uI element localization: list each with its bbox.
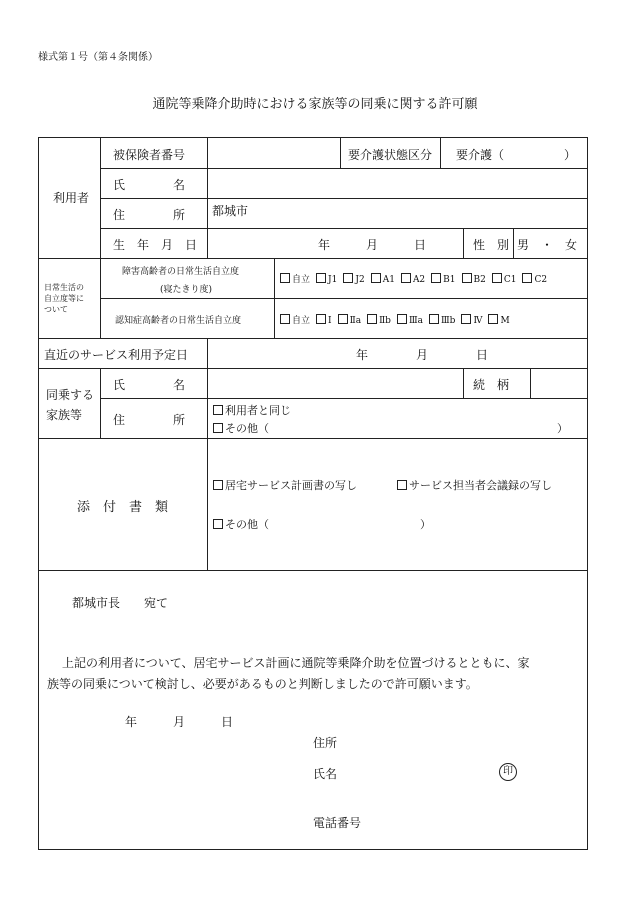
rule [100,168,588,169]
rule [513,228,514,258]
relation-label: 続 柄 [473,378,510,392]
rule [100,398,588,399]
dementia_levels-option-label: Ⅱa [349,316,362,326]
form-code: 様式第１号（第４条関係） [38,52,158,63]
sex-choice[interactable]: 男 ・ 女 [517,238,578,252]
same-as-user-text: 利用者と同じ [225,404,291,417]
rule [38,368,588,369]
checkbox[interactable] [213,480,223,490]
attachment-plan-option[interactable] [213,477,357,493]
rule [100,198,588,199]
recent-service-date[interactable]: 年 月 日 [356,348,489,362]
same-as-user-option[interactable] [213,402,291,418]
daily-life-label-1: 日常生活の [44,283,84,292]
signature-phone-label: 電話番号 [313,816,362,830]
rule [207,368,208,438]
disability_levels-option-label: A1 [382,275,395,285]
dementia_levels-option[interactable] [367,314,391,326]
rule [530,368,531,398]
family-address-label: 住 所 [113,413,186,427]
other-address-option[interactable] [213,420,269,436]
rule [100,228,588,229]
checkbox[interactable] [397,480,407,490]
family-label-2: 家族等 [46,408,83,422]
dementia-level-label: 認知症高齢者の日常生活自立度 [115,316,242,326]
rule [463,228,464,258]
disability_levels-option-label: 自立 [292,275,311,285]
attachment-other-text: その他（ [225,518,269,531]
checkbox[interactable] [213,405,223,415]
dementia_levels-option-label: Ⅰ [328,316,332,326]
disability_levels-option[interactable] [401,273,425,285]
family-label-1: 同乗する [46,388,95,402]
family-name-label: 氏 名 [113,378,186,392]
checkbox[interactable] [280,273,290,283]
disability_levels-option[interactable] [343,273,364,285]
care-level-class-label: 要介護状態区分 [348,148,433,162]
attachment-other-close: ） [420,518,431,531]
dementia_levels-option-label: Ⅲb [441,316,456,326]
page-title: 通院等乗降介助時における家族等の同乗に関する許可願 [152,97,478,112]
dementia_levels-option[interactable] [461,314,482,326]
rule [100,258,101,338]
checkbox[interactable] [431,273,441,283]
checkbox[interactable] [338,314,348,324]
disability_levels-option-label: C2 [534,275,548,285]
checkbox[interactable] [367,314,377,324]
disability_levels-option-label: A2 [412,275,426,285]
dementia_levels-option-label: 自立 [292,316,311,326]
user-label: 利用者 [53,191,90,205]
rule [440,137,441,168]
checkbox[interactable] [401,273,411,283]
disability_levels-option[interactable] [522,273,547,285]
disability_levels-option[interactable] [371,273,395,285]
dementia_levels-option[interactable] [429,314,455,326]
seal-icon: 印 [499,763,517,781]
dementia-level-options [280,313,516,326]
dementia_levels-option-label: Ⅳ [473,316,483,326]
dementia_levels-option[interactable] [488,314,509,326]
dementia_levels-option[interactable] [397,314,423,326]
checkbox[interactable] [213,423,223,433]
other-address-text: その他（ [225,422,269,435]
rule [340,137,341,168]
checkbox[interactable] [213,519,223,529]
user-address-label: 住 所 [113,208,186,222]
checkbox[interactable] [461,314,471,324]
rule [100,298,588,299]
rule [38,570,588,571]
attachment-plan-text: 居宅サービス計画書の写し [225,479,357,492]
family-name-field[interactable] [209,370,461,396]
rule [38,338,588,339]
rule [100,368,101,438]
birth-date-field[interactable]: 年 月 日 [318,238,427,252]
user-name-field[interactable] [209,170,586,196]
rule [38,258,588,259]
rule [100,137,101,258]
request-body-line-2: 族等の同乗について検討し、必要があるものと判断しましたので許可願います。 [47,677,478,691]
dementia_levels-option[interactable] [316,314,332,326]
insured-number-label: 被保険者番号 [113,148,186,162]
disability_levels-option-label: J2 [355,275,365,285]
disability_levels-option-label: J1 [328,275,338,285]
attachment-meeting-option[interactable] [397,477,552,493]
disability_levels-option-label: B1 [443,275,456,285]
checkbox[interactable] [371,273,381,283]
dementia_levels-option-label: Ⅲa [408,316,423,326]
attachment-meeting-text: サービス担当者会議録の写し [409,479,552,492]
recent-service-label: 直近のサービス利用予定日 [44,348,189,362]
disability_levels-option[interactable] [431,273,455,285]
checkbox[interactable] [343,273,353,283]
disability_levels-option[interactable] [462,273,486,285]
birth-date-label: 生 年 月 日 [113,238,198,252]
disability-level-options [280,272,553,285]
relation-field[interactable] [532,370,586,396]
checkbox[interactable] [316,314,326,324]
daily-life-label-2: 自立度等に [44,294,84,303]
disability_levels-option-label: C1 [503,275,517,285]
checkbox[interactable] [492,273,502,283]
checkbox[interactable] [316,273,326,283]
signature-address-label: 住所 [313,736,338,750]
checkbox[interactable] [462,273,472,283]
checkbox[interactable] [397,314,407,324]
disability_levels-option-label: B2 [473,275,486,285]
user-address-city[interactable]: 都城市 [212,204,249,218]
disability_levels-option[interactable] [280,272,310,285]
dementia_levels-option[interactable] [338,314,361,326]
dementia_levels-option[interactable] [280,313,310,326]
rule [463,368,464,398]
dementia_levels-option-label: Ⅱb [379,316,391,326]
dementia_levels-option-label: M [500,316,510,326]
checkbox[interactable] [429,314,439,324]
attachments-label: 添 付 書 類 [77,500,169,515]
other-address-close: ） [557,422,568,435]
disability_levels-option[interactable] [316,273,337,285]
care-level-value[interactable]: 要介護（ ） [456,148,577,162]
rule [274,258,275,338]
disability_levels-option[interactable] [492,273,517,285]
attachment-other-option[interactable] [213,516,269,532]
checkbox[interactable] [522,273,532,283]
request-body-line-1: 上記の利用者について、居宅サービス計画に通院等乗降介助を位置づけるとともに、家 [62,656,530,670]
checkbox[interactable] [280,314,290,324]
user-name-label: 氏 名 [113,178,186,192]
disability-level-label: 障害高齢者の日常生活自立度 [122,267,240,277]
sex-label: 性 別 [473,238,510,252]
addressee: 都城市長 宛て [72,596,169,610]
signature-name-label: 氏名 [313,767,338,781]
rule [38,438,588,439]
rule [207,137,208,258]
daily-life-label-3: ついて [44,305,68,314]
disability-level-sublabel: (寝たきり度) [160,285,213,295]
insured-number-field[interactable] [209,140,338,166]
checkbox[interactable] [488,314,498,324]
signature-date[interactable]: 年 月 日 [125,715,234,729]
